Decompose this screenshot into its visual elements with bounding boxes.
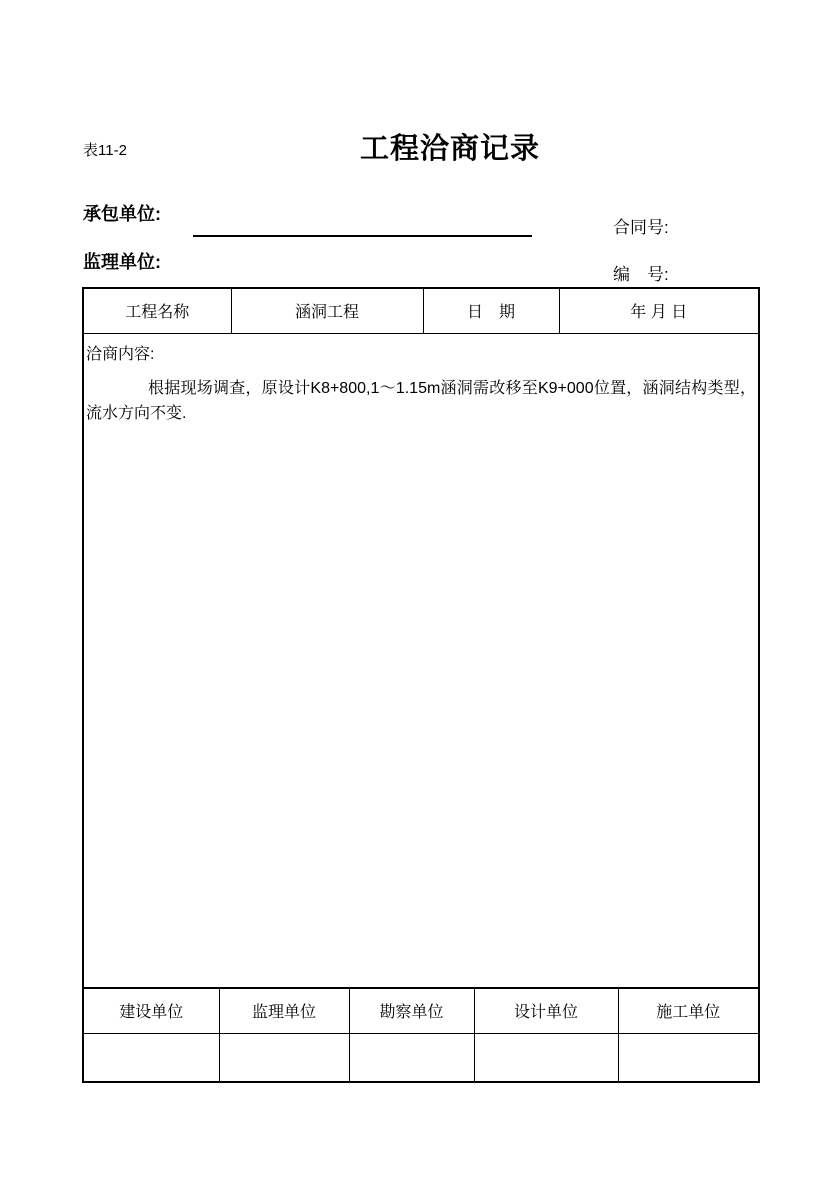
- signature-table: [82, 987, 760, 1083]
- content-row: [83, 333, 759, 988]
- construction-unit-header: 建设单位: [83, 988, 219, 1033]
- contract-no-label: 合同号:: [613, 218, 669, 237]
- construction-unit-signature-cell: [83, 1033, 219, 1082]
- survey-unit-header: 勘察单位: [349, 988, 474, 1033]
- date-label-cell: 日 期: [423, 288, 559, 333]
- project-name-value-cell: 涵洞工程: [231, 288, 423, 333]
- supervision-unit-header: 监理单位: [219, 988, 349, 1033]
- negotiation-content-cell: [83, 333, 759, 988]
- signature-header-row: [83, 988, 759, 1033]
- project-name-label-cell: 工程名称: [83, 288, 231, 333]
- negotiation-content-text: 根据现场调查，原设计K8+800,1～1.15m涵洞需改移至K9+000位置，涵洞结构类型，流水方向不变.: [86, 379, 756, 422]
- form-code: 表11-2: [83, 142, 127, 159]
- serial-no-label: 编 号:: [613, 265, 669, 284]
- design-unit-signature-cell: [474, 1033, 618, 1082]
- date-value-cell: 年 月 日: [559, 288, 759, 333]
- survey-unit-signature-cell: [349, 1033, 474, 1082]
- supervision-unit-label: 监理单位:: [83, 252, 161, 272]
- design-unit-header: 设计单位: [474, 988, 618, 1033]
- main-table: [82, 287, 760, 989]
- contractor-unit-label: 承包单位:: [83, 204, 161, 224]
- info-header-row: [83, 288, 759, 333]
- signature-blank-row: [83, 1033, 759, 1082]
- negotiation-content-label: 洽商内容:: [86, 345, 155, 363]
- supervision-unit-signature-cell: [219, 1033, 349, 1082]
- contractor-name-blank: [193, 216, 532, 237]
- contractor-unit-header: 施工单位: [618, 988, 759, 1033]
- contractor-unit-signature-cell: [618, 1033, 759, 1082]
- page-title: 工程洽商记录: [360, 133, 541, 165]
